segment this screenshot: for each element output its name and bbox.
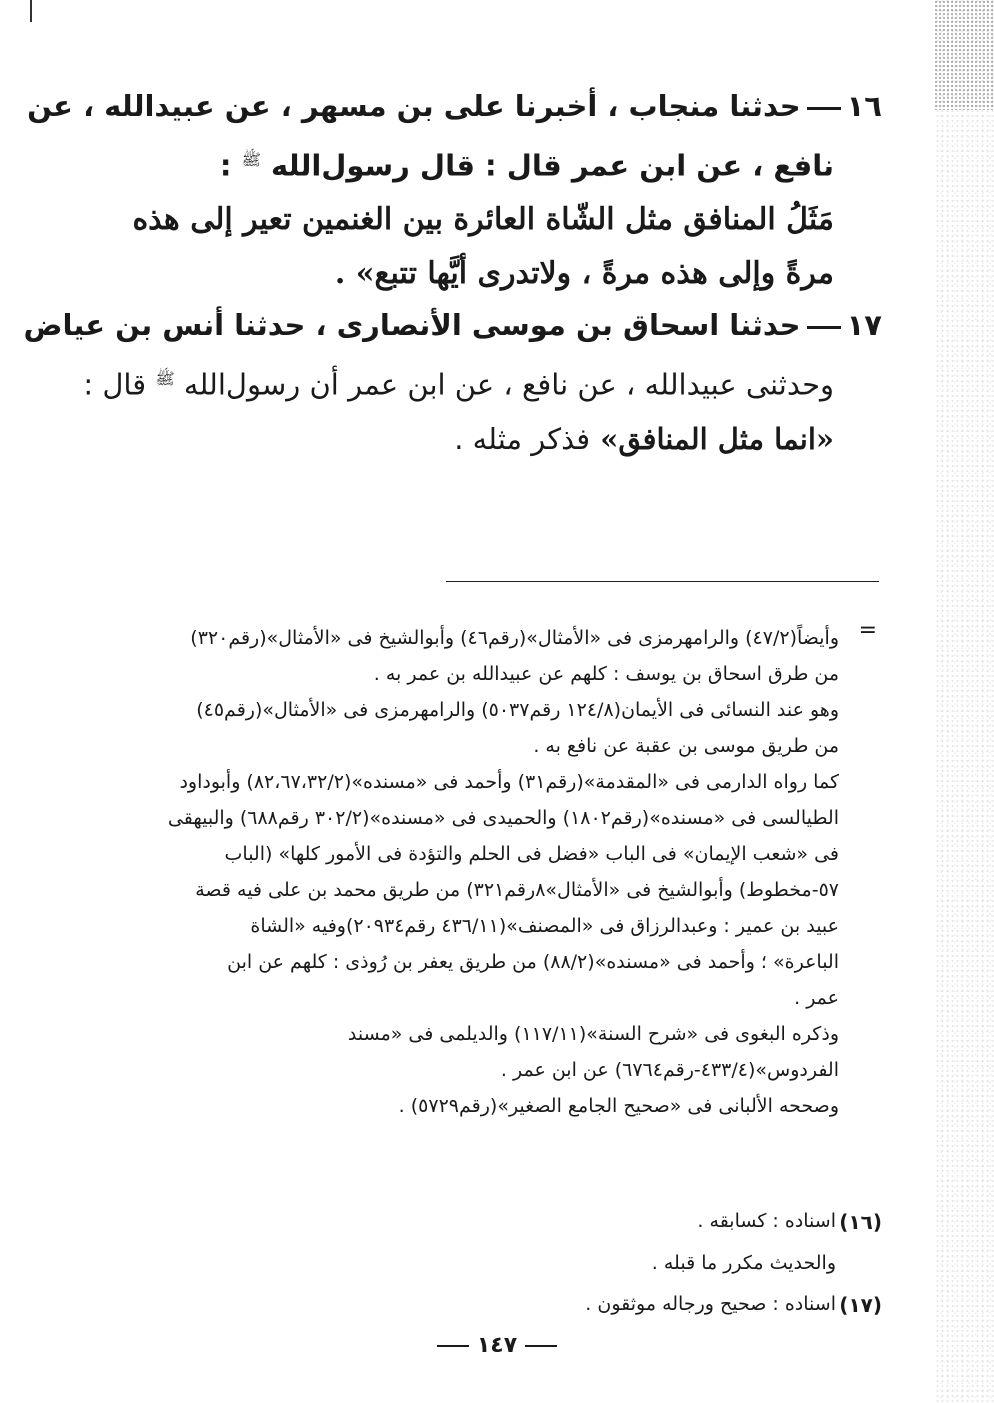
page-number-value: ١٤٧ [476,1333,518,1358]
page-number-dash [525,1345,557,1347]
hadith-17-isnad-cont: وحدثنى عبيدالله ، عن نافع ، عن ابن عمر أن رسول‌الله [183,367,834,402]
hadith-17-number: ١٧ [846,308,882,342]
footnote-16-extra: والحديث مكرر ما قبله . [651,1252,836,1274]
hadith-17-line-1 [23,298,882,352]
footnote-line: الطيالسى فى «مسنده»(رقم١٨٠٢) والحميدى فى «مسنده»(٣٠٢/٢ رقم٦٨٨) والبيهقى [167,807,839,829]
footnote-block [121,620,839,1124]
hadith-17-isnad: حدثنا اسحاق بن موسى الأنصارى ، حدثنا أنس بن عياض [23,308,801,342]
footnote-line: ٥٧-مخطوط) وأبوالشيخ فى «الأمثال»٨رقم٣٢١) من طريق محمد بن على فيه قصة [195,879,839,901]
footnote-continuation-sign: = [858,618,877,643]
hadith-17-line-3 [112,412,882,466]
sallallah-glyph: ﷺ [155,369,175,388]
hadith-dash [807,107,841,110]
footnote-line: وصححه الألبانى فى «صحيح الجامع الصغير»(رقم٥٧٢٩) . [398,1095,839,1117]
hadith-16-isnad: حدثنا منجاب ، أخبرنا على بن مسهر ، عن عبيدالله ، عن [27,89,801,123]
hadith-17-line-2 [83,352,882,412]
footnote-line: الباعرة» ؛ وأحمد فى «مسنده»(٨٨/٢) من طريق يعفر بن رُوذى : كلهم عن ابن [227,951,839,973]
footnote-line: وذكره البغوى فى «شرح السنة»(١١٧/١١) والديلمى فى «مسند [347,1023,839,1045]
colon: : [219,148,232,183]
footnote-line: كما رواه الدارمى فى «المقدمة»(رقم٣١) وأحمد فى «مسنده»(٨٢،٦٧،٣٢/٢) وأبوداود [179,771,839,793]
hadith-16-line-2 [112,133,882,193]
sallallah-glyph: ﷺ [241,150,261,169]
footnote-16-number: (١٦) [839,1210,882,1234]
hadith-16-matn-1: مَثَلُ المنافق مثل الشّاة العائرة بين الغنمين تعير إلى هذه [132,201,834,237]
footnote-line: من طرق اسحاق بن يوسف : كلهم عن عبيدالله بن عمر به . [373,663,839,685]
scan-edge-noise [936,0,994,1403]
hadith-16 [27,79,882,301]
footnote-line: فى «شعب الإيمان» فى الباب «فضل فى الحلم والتؤدة فى الأمور كلها» (الباب [224,843,839,865]
hadith-17 [23,298,882,466]
hadith-17-note: فذكر مثله . [454,421,591,456]
hadith-dash [807,326,841,329]
footnote-line: عبيد بن عمير : وعبدالرزاق فى «المصنف»(٤٣٦/١١ رقم٢٠٩٣٤)وفيه «الشاة [250,915,839,937]
hadith-16-isnad-cont: نافع ، عن ابن عمر قال : قال رسول‌الله [271,148,834,183]
footnote-line: عمر . [794,987,839,1009]
hadith-16-line-1 [27,79,882,133]
hadith-17-matn: «انما مثل المنافق» [600,421,834,456]
footnote-line: الفردوس»(٤٣٣/٤-رقم٦٧٦٤) عن ابن عمر . [500,1059,839,1081]
hadith-16-number: ١٦ [846,89,882,123]
scan-mark [30,0,32,22]
footnote-16-text: اسناده : كسابقه . [697,1210,836,1232]
hadith-16-matn-2: مرةً وإلى هذه مرةً ، ولاتدرى أيَّها تتبع» . [334,255,834,291]
footnote-rule [446,581,879,582]
footnote-line: من طريق موسى بن عقبة عن نافع به . [533,735,839,757]
footnote-17-number: (١٧) [839,1293,882,1317]
footnote-17-text: اسناده : صحيح ورجاله موثقون . [585,1293,836,1315]
page-number [0,1333,994,1358]
footnote-line: وأيضاً(٤٧/٢) والرامهرمزى فى «الأمثال»(رقم٤٦) وأبوالشيخ فى «الأمثال»(رقم٣٢٠) [190,627,839,649]
scan-edge-noise-top [934,0,994,110]
page-number-dash [437,1345,469,1347]
qala: قال : [83,367,147,402]
footnote-line: وهو عند النسائى فى الأيمان(١٢٤/٨ رقم٥٠٣٧) والرامهرمزى فى «الأمثال»(رقم٤٥) [196,699,839,721]
